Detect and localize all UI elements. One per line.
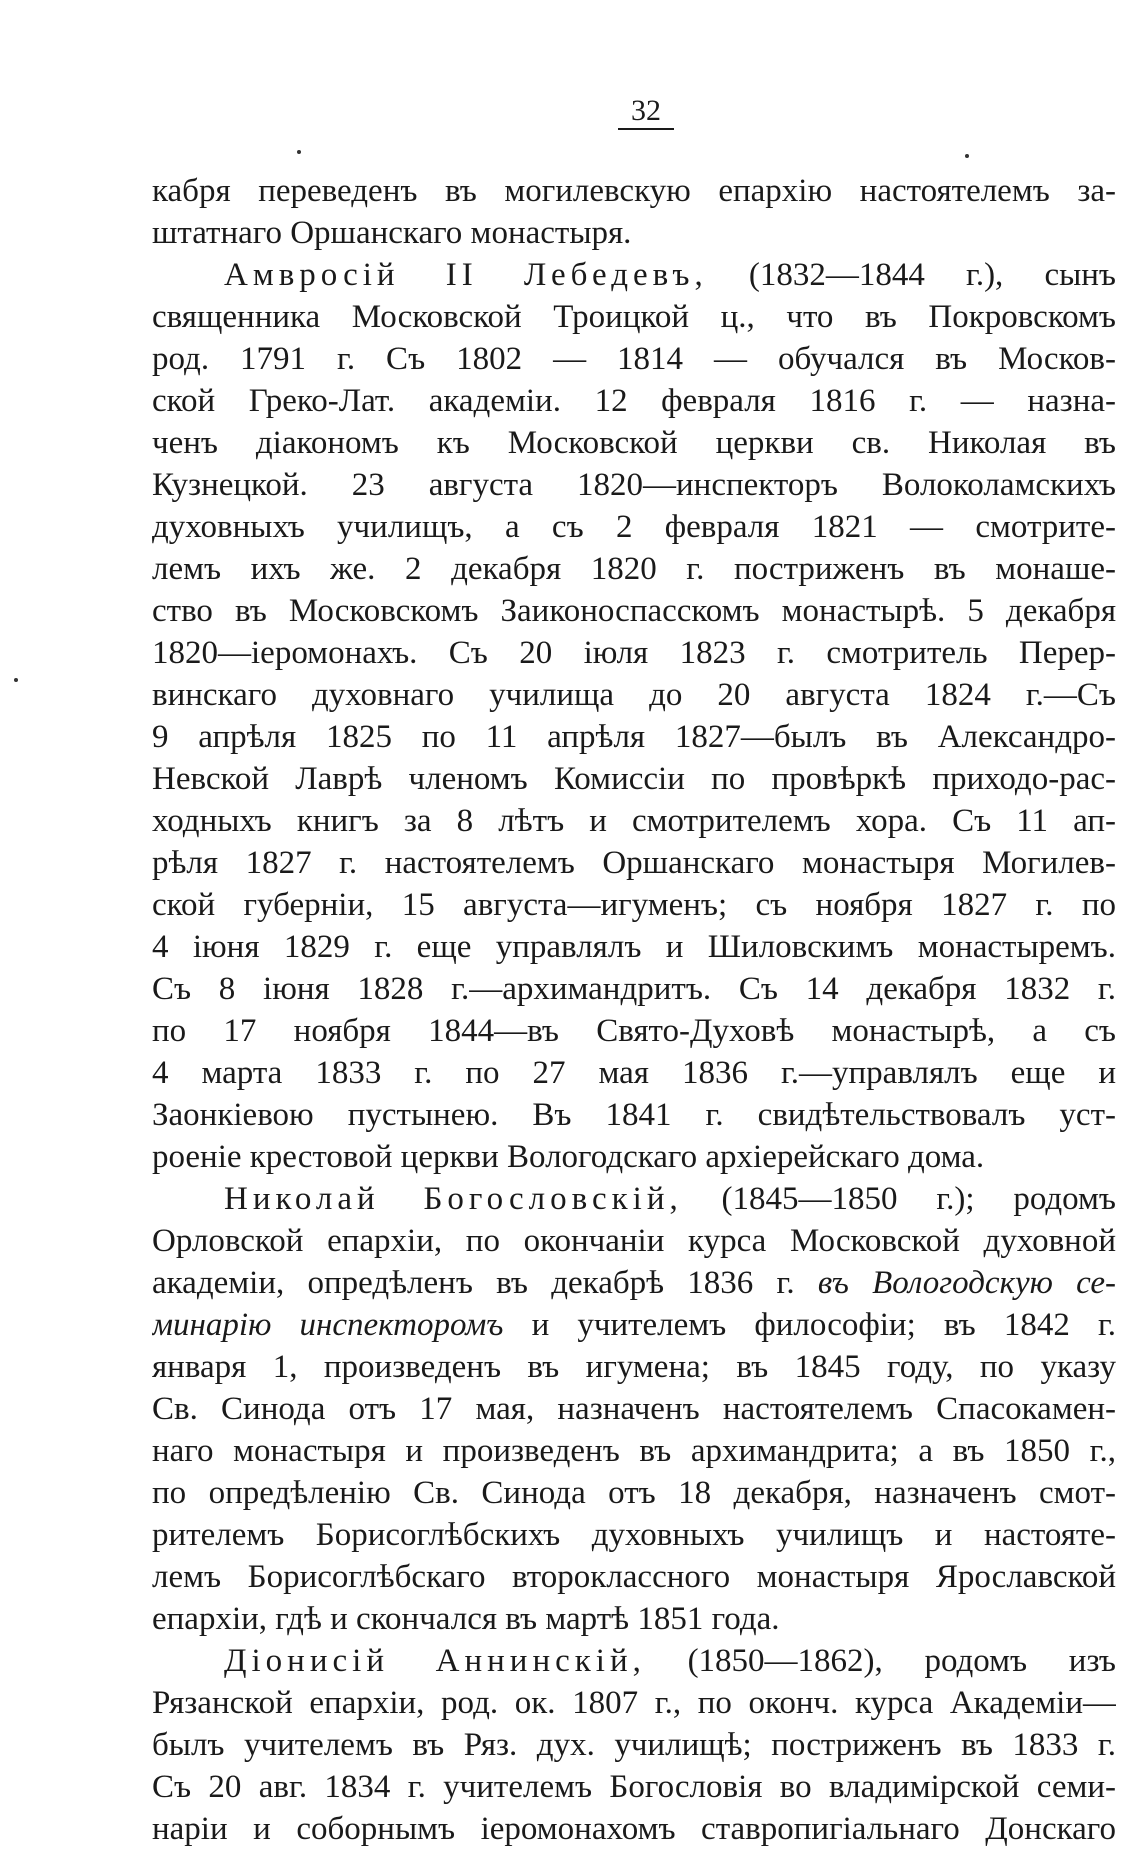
text-line [152,1808,1116,1850]
entry-name: Діонисій Аннинскій, [224,1643,646,1679]
line-text: ской Греко-Лат. академіи. 12 февраля 1816 г. — назна- [152,383,1116,419]
line-text: рителемъ Борисоглѣбскихъ духовныхъ училищъ и настояте- [152,1517,1116,1553]
line-text: Съ 8 іюня 1828 г.—архимандритъ. Съ 14 декабря 1832 г. [152,971,1116,1007]
text-line [152,422,1116,464]
text-line [152,1220,1116,1262]
line-text: Заонкіевою пустынею. Въ 1841 г. свидѣтельствовалъ уст- [152,1097,1116,1133]
line-text: января 1, произведенъ въ игумена; въ 1845 году, по указу [152,1349,1116,1385]
text-line [152,1766,1116,1808]
line-text: ство въ Московскомъ Заиконоспасскомъ монастырѣ. 5 декабря [152,593,1116,629]
text-line [152,1010,1116,1052]
text-line [152,800,1116,842]
text-line [152,1346,1116,1388]
line-text: 9 апрѣля 1825 по 11 апрѣля 1827—былъ въ Александро- [152,719,1116,755]
page-number: 32 [618,94,674,130]
text-line [152,716,1116,758]
text-line [152,548,1116,590]
text-line [152,1430,1116,1472]
line-text: кабря переведенъ въ могилевскую епархію настоятелемъ за- [152,173,1116,209]
text-line [152,464,1116,506]
text-line [152,1514,1116,1556]
text-line [152,1094,1116,1136]
line-text: ской губерніи, 15 августа—игуменъ; съ ноября 1827 г. по [152,887,1116,923]
text-line [152,926,1116,968]
line-text: наго монастыря и произведенъ въ архимандрита; а въ 1850 г., [152,1433,1116,1469]
body-text [152,170,1116,1850]
text-line [152,1682,1116,1724]
line-text: (1832—1844 г.), сынъ [707,257,1116,293]
text-line [152,170,1116,212]
line-text: Кузнецкой. 23 августа 1820—инспекторъ Волоколамскихъ [152,467,1116,503]
line-text: (1850—1862), родомъ изъ [645,1643,1116,1679]
text-line [152,674,1116,716]
text-line [152,1724,1116,1766]
text-line [152,632,1116,674]
line-text: штатнаго Оршанскаго монастыря. [152,215,632,251]
line-text: по опредѣленію Св. Синода отъ 18 декабря, назначенъ смот- [152,1475,1116,1511]
line-text: род. 1791 г. Съ 1802 — 1814 — обучался въ Москов- [152,341,1116,377]
line-text: Рязанской епархіи, род. ок. 1807 г., по оконч. курса Академіи— [152,1685,1116,1721]
line-text: священника Московской Троицкой ц., что въ Покровскомъ [152,299,1116,335]
line-text: Невской Лаврѣ членомъ Комиссіи по провѣркѣ приходо-рас- [152,761,1116,797]
text-line [152,758,1116,800]
line-text: лемъ ихъ же. 2 декабря 1820 г. постриженъ въ монаше- [152,551,1116,587]
line-text: ходныхъ книгъ за 8 лѣтъ и смотрителемъ хора. Съ 11 ап- [152,803,1116,839]
text-line [152,1178,1116,1220]
text-line [152,1556,1116,1598]
line-text: по 17 ноября 1844—въ Свято-Духовѣ монастырѣ, а съ [152,1013,1116,1049]
line-text: епархіи, гдѣ и скончался въ мартѣ 1851 года. [152,1601,780,1637]
line-text: роеніе крестовой церкви Вологодскаго архіерейскаго дома. [152,1139,985,1175]
line-text: лемъ Борисоглѣбскаго второклассного монастыря Ярославской [152,1559,1116,1595]
italic-text: въ Вологодскую се- [794,1265,1116,1301]
print-speck [965,154,969,158]
italic-text: минарію инспекторомъ [152,1307,504,1343]
line-text: 4 марта 1833 г. по 27 мая 1836 г.—управлялъ еще и [152,1055,1116,1091]
text-line [152,1304,1116,1346]
text-line [152,1052,1116,1094]
entry-name: Николай Богословскій, [224,1181,683,1217]
text-line [152,1262,1116,1304]
print-speck [14,678,18,682]
print-speck [297,150,301,154]
line-text: наріи и соборнымъ іеромонахомъ ставропигіальнаго Донскаго [152,1811,1116,1847]
text-line [152,1388,1116,1430]
text-line [152,968,1116,1010]
text-line [152,254,1116,296]
line-text: 1820—іеромонахъ. Съ 20 іюля 1823 г. смотритель Перер- [152,635,1116,671]
line-text: рѣля 1827 г. настоятелемъ Оршанскаго монастыря Могилев- [152,845,1116,881]
text-line [152,1598,1116,1640]
line-text: Орловской епархіи, по окончаніи курса Московской духовной [152,1223,1116,1259]
text-line [152,1640,1116,1682]
line-text: (1845—1850 г.); родомъ [682,1181,1116,1217]
text-line [152,1136,1116,1178]
line-text: академіи, опредѣленъ въ декабрѣ 1836 г. [152,1265,795,1301]
line-text: Св. Синода отъ 17 мая, назначенъ настоятелемъ Спасокамен- [152,1391,1116,1427]
line-text: былъ учителемъ въ Ряз. дух. училищѣ; постриженъ въ 1833 г. [152,1727,1116,1763]
text-line [152,884,1116,926]
text-line [152,296,1116,338]
line-text: Съ 20 авг. 1834 г. учителемъ Богословія во владимірской семи- [152,1769,1116,1805]
text-line [152,1472,1116,1514]
text-line [152,380,1116,422]
line-text: винскаго духовнаго училища до 20 августа 1824 г.—Съ [152,677,1116,713]
line-text: духовныхъ училищъ, а съ 2 февраля 1821 — смотрите- [152,509,1116,545]
entry-name: Амвросій II Лебедевъ, [224,257,708,293]
text-line [152,590,1116,632]
text-line [152,338,1116,380]
text-line [152,212,1116,254]
text-line [152,842,1116,884]
line-text: 4 іюня 1829 г. еще управлялъ и Шиловскимъ монастыремъ. [152,929,1116,965]
text-line [152,506,1116,548]
line-text: и учителемъ философіи; въ 1842 г. [503,1307,1116,1343]
line-text: ченъ діакономъ къ Московской церкви св. Николая въ [152,425,1116,461]
